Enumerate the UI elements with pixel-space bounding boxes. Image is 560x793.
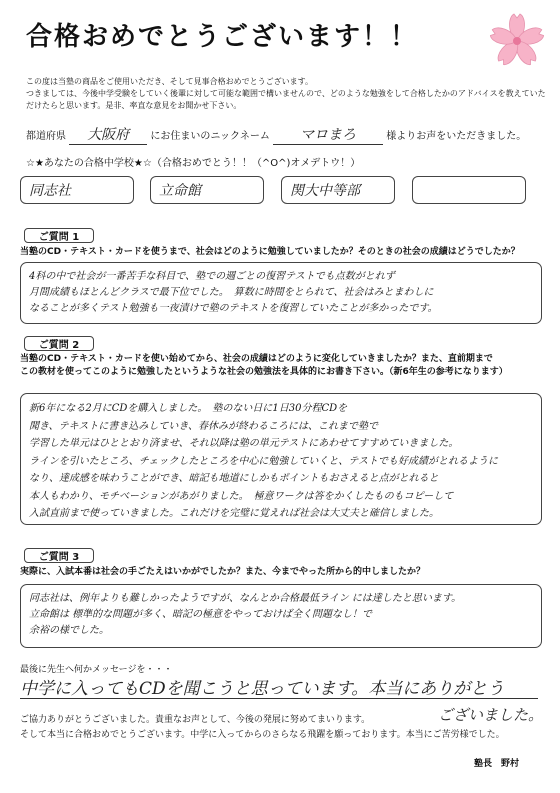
info-row — [26, 124, 526, 145]
school-box-4 — [412, 176, 526, 204]
answer-2-line: 入試直前まで使っていきました。これだけを完璧に覚えれば社会は大丈夫と確信しました。 — [29, 508, 439, 519]
message-line-1: 中学に入ってもCDを聞こうと思っています。本当にありがとう — [20, 674, 538, 699]
school-box-1: 同志社 — [20, 176, 134, 204]
answer-2-line: 学習した単元はひととおり済ませ、それ以降は塾の単元テストにあわせてすすめていきました。 — [29, 438, 459, 449]
question-2-label: ご質問 2 — [24, 336, 94, 351]
question-3-text: 実際に、入試本番は社会の手ごたえはいかがでしたか？また、今までやった所から的中しましたか？ — [20, 567, 426, 577]
prefecture-value: 大阪府 — [69, 124, 147, 145]
answer-2-line: なり、達成感を味わうことができ、暗記も地道にしかもポイントもおさえると点がとれると — [29, 473, 439, 484]
answer-3-line: 立命館は 標準的な問題が多く、暗記の極意をやっておけば全く問題なし！で — [29, 609, 372, 620]
question-1-text: 当塾のCD・テキスト・カードを使うまで、社会はどのように勉強していましたか？そのときの社会の成績はどうでしたか？ — [20, 247, 520, 257]
intro-line-2: つきましては、今後中学受験をしていく後輩に対して可能な範囲で構いませんので、どのような勉強をして合格したかのアドバイスを教えていた — [26, 89, 546, 98]
answer-3-line: 余裕の様でした。 — [29, 625, 109, 636]
nickname-prefix: にお住まいのニックネーム — [150, 131, 270, 142]
footer-line-1: ご協力ありがとうございました。貴重なお声として、今後の発展に努めてまいります。 — [20, 715, 371, 725]
answer-2-box — [20, 393, 542, 525]
intro-line-3: だけたらと思います。是非、率直な意見をお聞かせ下さい。 — [26, 101, 242, 110]
question-2-text — [20, 353, 550, 379]
question-3-label: ご質問 3 — [24, 548, 94, 563]
answer-1-line: 4科の中で社会が一番苦手な科目で、塾での週ごとの復習テストでも点数がとれず — [29, 271, 395, 282]
message-label: 最後に先生へ何かメッセージを・・・ — [20, 665, 173, 675]
answer-1-line: 月間成績もほとんどクラスで最下位でした。 算数に時間をとられて、社会はみとまわしに — [29, 287, 434, 298]
answer-2-line: 新6年になる2月にCDを購入しました。 塾のない日に1日30分程CDを — [29, 403, 348, 414]
message-line-2: ございました。 — [438, 706, 544, 724]
cherry-blossom-icon — [487, 10, 547, 70]
intro-line-1: この度は当塾の商品をご使用いただき、そして見事合格おめでとうございます。 — [26, 77, 314, 86]
answer-1-box — [20, 262, 542, 324]
prefecture-label: 都道府県 — [26, 131, 66, 142]
answer-3-box — [20, 584, 542, 648]
answer-2-line: ラインを引いたところ、チェックしたところを中心に勉強していくと、テストでも好成績がとれるように — [29, 455, 498, 467]
school-box-3: 関大中等部 — [281, 176, 395, 204]
principal-signature: 塾長 野村 — [474, 759, 520, 769]
schools-heading: ☆★あなたの合格中学校★☆（合格おめでとう！！（^O^)オメデトウ！） — [26, 158, 361, 169]
answer-1-line: なることが多くテスト勉強も一夜漬けで塾のテキストを復習していたことが多かったです。 — [29, 303, 438, 314]
footer-line-2: そして本当に合格おめでとうございます。中学に入ってからのさらなる飛躍を願っております。本当にご苦労様でした。 — [20, 730, 505, 740]
page-title: 合格おめでとうございます！！ — [26, 22, 419, 52]
question-2-line: この教材を使ってこのように勉強したというような社会の勉強法を具体的にお書き下さい。（新6年生の参考になります） — [20, 367, 508, 377]
question-2-line: 当塾のCD・テキスト・カードを使い始めてから、社会の成績はどのように変化していきましたか？また、直前期まで — [20, 354, 493, 364]
answer-3-line: 同志社は、例年よりも難しかったようですが、なんとか合格最低ライン には達したと思います。 — [29, 593, 462, 604]
question-1-label: ご質問 1 — [24, 228, 94, 243]
answer-2-line: 本人もわかり、モチベーションがあがりました。 極意ワークは答をかくしたものもコピーして — [29, 490, 454, 502]
nickname-suffix: 様よりお声をいただきました。 — [386, 131, 527, 142]
school-box-2: 立命館 — [150, 176, 264, 204]
nickname-value: マロまろ — [273, 124, 383, 145]
intro-text — [26, 76, 546, 112]
answer-2-line: 聞き、テキストに書き込みしていき、春休みが終わるころには、これまで塾で — [29, 420, 378, 432]
